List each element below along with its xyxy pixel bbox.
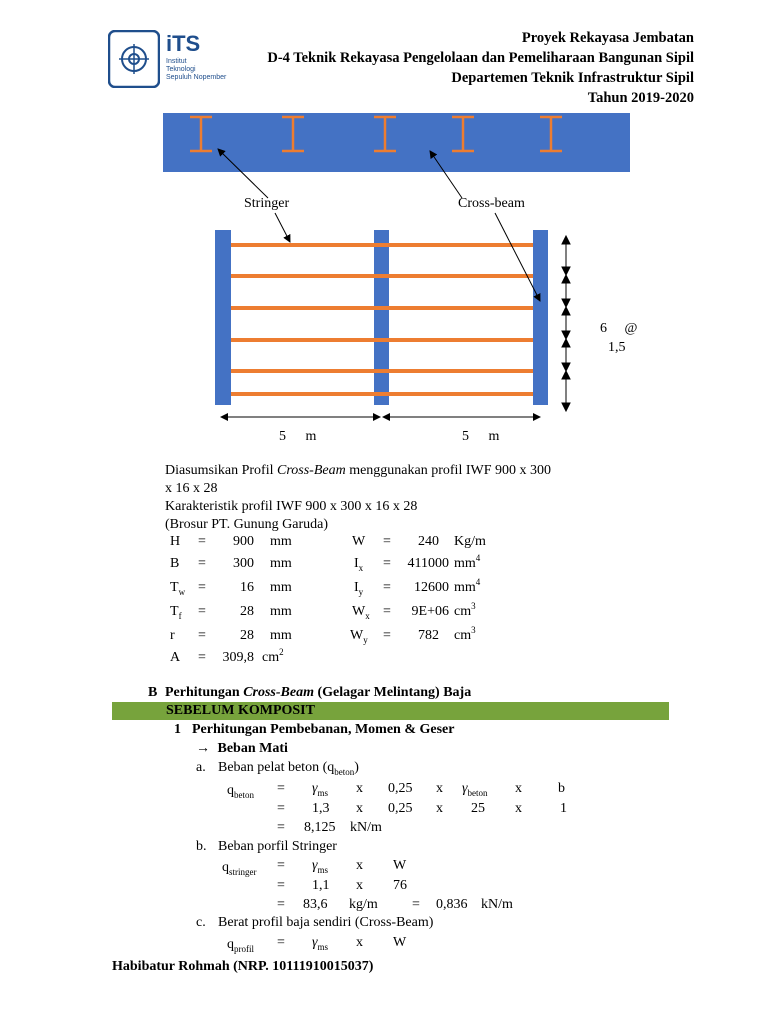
header-department: Departemen Teknik Infrastruktur Sipil: [451, 70, 694, 86]
item-a-text: Beban pelat beton $(q_{beton})$: [218, 760, 359, 777]
item1-title: Perhitungan Pembebanan, Momen & Geser: [192, 722, 455, 737]
item-c-label: c.: [196, 915, 206, 930]
arrow-right-icon: →: [196, 741, 210, 756]
its-logo: [108, 30, 228, 92]
intro-line3: Karakteristik profil IWF 900 x 300 x 16 x 28: [165, 499, 418, 514]
section-b-letter: B: [148, 685, 158, 700]
intro-line1: Diasumsikan Profil Cross-Beam menggunakan profil IWF 900 x 300: [165, 463, 551, 478]
main-girder-right: [533, 230, 548, 405]
properties-right: W = 240 Kg/m $I_x$ = 411000 $mm^4$ $I_y$ = 12600 $mm^4$ $W_x$ = 9E+06 $cm^3$ $W_y$ = 782 $cm^3$: [350, 534, 486, 645]
crossbeam-label: Cross-beam: [458, 196, 525, 211]
item-b-text: Beban porfil Stringer: [218, 839, 337, 854]
sebelum-komposit-bar: [112, 702, 669, 720]
beban-mati-heading: → Beban Mati: [196, 741, 288, 756]
logo-line3: Sepuluh Nopember: [166, 74, 227, 81]
intro-line4: (Brosur PT. Gunung Garuda): [165, 517, 329, 532]
footer-author: Habibatur Rohmah (NRP. 10111910015037): [112, 959, 374, 974]
item1-number: 1: [174, 722, 181, 737]
item-b-label: b.: [196, 839, 207, 854]
calc-a: $q_{beton}$ = $\gamma_{ms}$ x 0,25 x $\gamma_{beton}$ x b = 1,3 x 0,25 x 25 x 1 = 8,125 kN/m: [227, 781, 567, 835]
span-left-unit: m: [305, 429, 317, 444]
header-program: D-4 Teknik Rekayasa Pengelolaan dan Pemeliharaan Bangunan Sipil: [267, 50, 694, 66]
span-right-unit: m: [488, 429, 500, 444]
its-emblem-icon: [108, 30, 160, 88]
spacing-value: 1,5: [608, 340, 626, 355]
item-a-label: a.: [196, 760, 206, 775]
section-b-title: Perhitungan Cross-Beam (Gelagar Melintang) Baja: [165, 685, 472, 700]
logo-mark: iTS: [166, 31, 201, 56]
main-girder-left: [215, 230, 231, 405]
properties-left: H = 900 mm B = 300 mm $T_w$ = 16 mm $T_f$ = 28 mm r = 28 mm A = 309,8 $cm^2$: [170, 534, 292, 665]
intro-block: [165, 462, 551, 534]
header-project: Proyek Rekayasa Jembatan: [521, 30, 694, 46]
span-left-value: 5: [279, 429, 286, 444]
header-block: [267, 28, 694, 108]
calc-b: $q_{stringer}$ = $\gamma_{ms}$ x W = 1,1 x 76 = 83,6 kg/m = 0,836 kN/m: [222, 858, 513, 912]
logo-line2: Teknologi: [166, 66, 196, 73]
intro-line2: x 16 x 28: [165, 481, 218, 496]
logo-line1: Institut: [166, 58, 187, 65]
calc-c: $q_{profil}$ = $\gamma_{ms}$ x W: [227, 935, 407, 954]
spacing-count: 6: [600, 321, 607, 336]
header-year: Tahun 2019-2020: [587, 90, 694, 106]
span-right-value: 5: [462, 429, 469, 444]
stringer-label: Stringer: [244, 196, 290, 211]
item-c-text: Berat profil baja sendiri (Cross-Beam): [218, 915, 434, 930]
sebelum-komposit-label: SEBELUM KOMPOSIT: [166, 703, 315, 718]
cross-beam-middle: [374, 230, 389, 405]
spacing-at: @: [624, 321, 638, 336]
bridge-diagram: [0, 105, 768, 445]
